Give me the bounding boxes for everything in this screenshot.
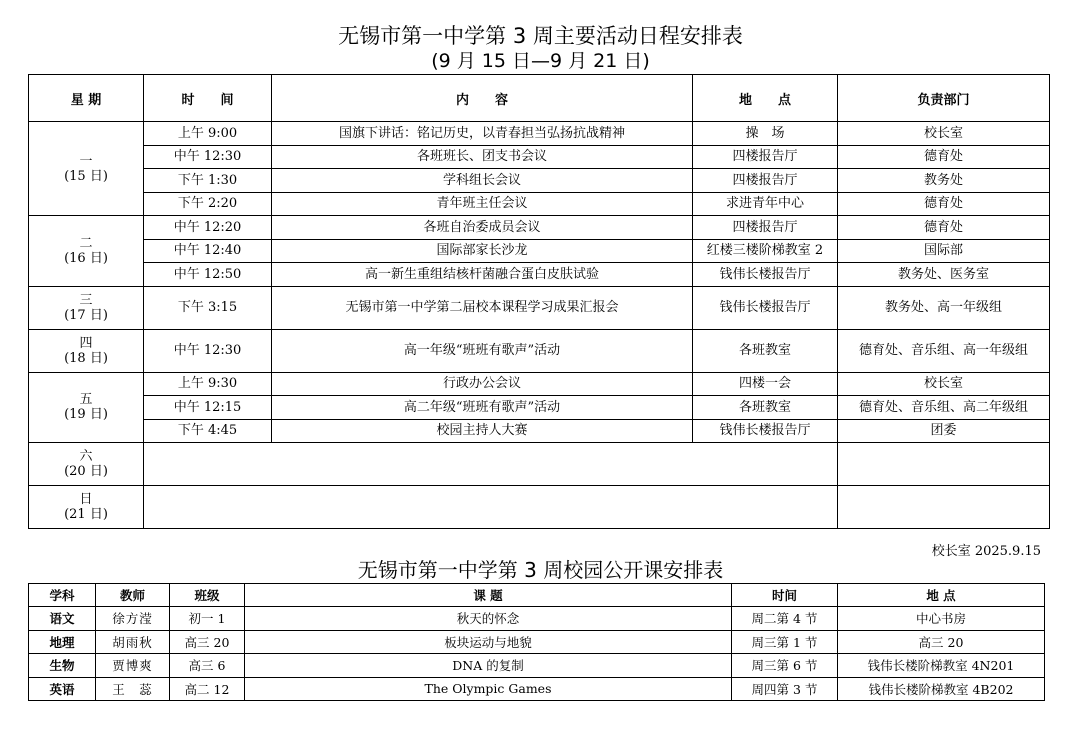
course-place-cell: 钱伟长楼阶梯教室 4N201: [838, 654, 1045, 678]
dept-cell: 国际部: [838, 239, 1050, 263]
schedule-row: [29, 419, 1050, 443]
content-cell: 国旗下讲话：铭记历史，以青春担当弘扬抗战精神: [272, 122, 693, 146]
subject-cell: 生物: [29, 654, 96, 678]
header-subject: 学科: [29, 584, 96, 607]
course-time-cell: 周二第 4 节: [732, 607, 838, 631]
header-class: 班级: [170, 584, 245, 607]
header-weekday: 星 期: [29, 75, 144, 122]
teacher-cell: 王 蕊: [96, 677, 170, 701]
header-course-time: 时间: [732, 584, 838, 607]
place-cell: 红楼三楼阶梯教室 2: [693, 239, 838, 263]
weekday-label: 三: [79, 292, 93, 308]
content-cell: 各班班长、团支书会议: [272, 145, 693, 169]
course-row: [29, 677, 1045, 701]
place-cell: 钱伟长楼报告厅: [693, 286, 838, 329]
dept-cell: 教务处: [838, 169, 1050, 193]
weekday-cell: [29, 122, 144, 216]
schedule-row: [29, 329, 1050, 372]
schedule-row: [29, 263, 1050, 287]
content-cell: 学科组长会议: [272, 169, 693, 193]
course-row: [29, 607, 1045, 631]
weekday-cell: [29, 486, 144, 529]
weekday-date: (18 日): [64, 350, 108, 366]
open-class-table: [28, 583, 1045, 701]
time-cell: 中午 12:30: [144, 145, 272, 169]
weekday-date: (16 日): [64, 250, 108, 266]
dept-cell: 德育处: [838, 216, 1050, 240]
content-cell: 高二年级“班班有歌声”活动: [272, 396, 693, 420]
course-place-cell: 中心书房: [838, 607, 1045, 631]
schedule-row: [29, 286, 1050, 329]
header-place: 地 点: [693, 75, 838, 122]
place-cell: 四楼报告厅: [693, 145, 838, 169]
header-topic: 课 题: [245, 584, 732, 607]
page-title: 无锡市第一中学第 3 周主要活动日程安排表: [338, 24, 743, 48]
content-cell: 高一年级“班班有歌声”活动: [272, 329, 693, 372]
weekday-date: (20 日): [64, 464, 108, 479]
header-time: 时 间: [144, 75, 272, 122]
weekday-label: 日: [79, 492, 93, 507]
weekday-cell: [29, 329, 144, 372]
place-cell: 操 场: [693, 122, 838, 146]
dept-cell: 团委: [838, 419, 1050, 443]
content-cell: 无锡市第一中学第二届校本课程学习成果汇报会: [272, 286, 693, 329]
time-cell: 中午 12:50: [144, 263, 272, 287]
weekday-cell: [29, 372, 144, 443]
teacher-cell: 胡雨秋: [96, 630, 170, 654]
topic-cell: 板块运动与地貌: [245, 630, 732, 654]
place-cell: 求进青年中心: [693, 192, 838, 216]
weekday-label: 一: [79, 153, 93, 169]
weekday-label: 六: [79, 449, 93, 464]
teacher-cell: 贾博爽: [96, 654, 170, 678]
schedule-row: [29, 443, 1050, 486]
dept-cell: 教务处、高一年级组: [838, 286, 1050, 329]
dept-cell: 德育处、音乐组、高一年级组: [838, 329, 1050, 372]
empty-cell: [144, 443, 838, 486]
empty-cell: [144, 486, 838, 529]
content-cell: 国际部家长沙龙: [272, 239, 693, 263]
content-cell: 行政办公会议: [272, 372, 693, 396]
course-header-row: [29, 584, 1045, 607]
dept-cell: 德育处: [838, 192, 1050, 216]
header-course-place: 地 点: [838, 584, 1045, 607]
time-cell: 上午 9:30: [144, 372, 272, 396]
subject-cell: 英语: [29, 677, 96, 701]
courses-title: 无锡市第一中学第 3 周校园公开课安排表: [357, 558, 724, 582]
dept-cell: 德育处: [838, 145, 1050, 169]
time-cell: 上午 9:00: [144, 122, 272, 146]
subject-cell: 语文: [29, 607, 96, 631]
time-cell: 下午 4:45: [144, 419, 272, 443]
time-cell: 下午 1:30: [144, 169, 272, 193]
weekday-cell: [29, 286, 144, 329]
weekday-date: (17 日): [64, 307, 108, 323]
weekday-date: (21 日): [64, 507, 108, 522]
course-place-cell: 钱伟长楼阶梯教室 4B202: [838, 677, 1045, 701]
header-content: 内 容: [272, 75, 693, 122]
course-time-cell: 周三第 1 节: [732, 630, 838, 654]
course-row: [29, 654, 1045, 678]
content-cell: 青年班主任会议: [272, 192, 693, 216]
weekday-date: (15 日): [64, 168, 108, 184]
header-dept: 负责部门: [838, 75, 1050, 122]
time-cell: 下午 3:15: [144, 286, 272, 329]
course-place-cell: 高三 20: [838, 630, 1045, 654]
topic-cell: The Olympic Games: [245, 677, 732, 701]
time-cell: 中午 12:40: [144, 239, 272, 263]
weekday-cell: [29, 443, 144, 486]
dept-cell: 校长室: [838, 122, 1050, 146]
schedule-header-row: [29, 75, 1050, 122]
place-cell: 各班教室: [693, 396, 838, 420]
schedule-row: [29, 192, 1050, 216]
schedule-row: [29, 372, 1050, 396]
content-cell: 高一新生重组结核杆菌融合蛋白皮肤试验: [272, 263, 693, 287]
subject-cell: 地理: [29, 630, 96, 654]
place-cell: 钱伟长楼报告厅: [693, 419, 838, 443]
time-cell: 下午 2:20: [144, 192, 272, 216]
place-cell: 钱伟长楼报告厅: [693, 263, 838, 287]
weekday-label: 四: [79, 335, 93, 351]
time-cell: 中午 12:30: [144, 329, 272, 372]
dept-cell: 校长室: [838, 372, 1050, 396]
weekday-label: 五: [79, 392, 93, 408]
topic-cell: DNA 的复制: [245, 654, 732, 678]
class-cell: 高二 12: [170, 677, 245, 701]
schedule-row: [29, 486, 1050, 529]
schedule-row: [29, 216, 1050, 240]
place-cell: 四楼报告厅: [693, 169, 838, 193]
schedule-row: [29, 122, 1050, 146]
dept-cell: 德育处、音乐组、高二年级组: [838, 396, 1050, 420]
course-row: [29, 630, 1045, 654]
signature: 校长室 2025.9.15: [931, 544, 1041, 559]
page-subtitle: (9 月 15 日—9 月 21 日): [431, 50, 650, 72]
class-cell: 初一 1: [170, 607, 245, 631]
time-cell: 中午 12:20: [144, 216, 272, 240]
weekday-label: 二: [79, 235, 93, 251]
class-cell: 高三 20: [170, 630, 245, 654]
schedule-row: [29, 169, 1050, 193]
content-cell: 各班自治委成员会议: [272, 216, 693, 240]
header-teacher: 教师: [96, 584, 170, 607]
weekday-date: (19 日): [64, 407, 108, 423]
schedule-row: [29, 396, 1050, 420]
place-cell: 四楼一会: [693, 372, 838, 396]
class-cell: 高三 6: [170, 654, 245, 678]
activity-schedule-table: [28, 74, 1050, 529]
place-cell: 四楼报告厅: [693, 216, 838, 240]
course-time-cell: 周三第 6 节: [732, 654, 838, 678]
course-time-cell: 周四第 3 节: [732, 677, 838, 701]
schedule-row: [29, 145, 1050, 169]
dept-cell: 教务处、医务室: [838, 263, 1050, 287]
weekday-cell: [29, 216, 144, 287]
empty-cell: [838, 443, 1050, 486]
schedule-row: [29, 239, 1050, 263]
time-cell: 中午 12:15: [144, 396, 272, 420]
topic-cell: 秋天的怀念: [245, 607, 732, 631]
place-cell: 各班教室: [693, 329, 838, 372]
content-cell: 校园主持人大赛: [272, 419, 693, 443]
empty-cell: [838, 486, 1050, 529]
teacher-cell: 徐方滢: [96, 607, 170, 631]
